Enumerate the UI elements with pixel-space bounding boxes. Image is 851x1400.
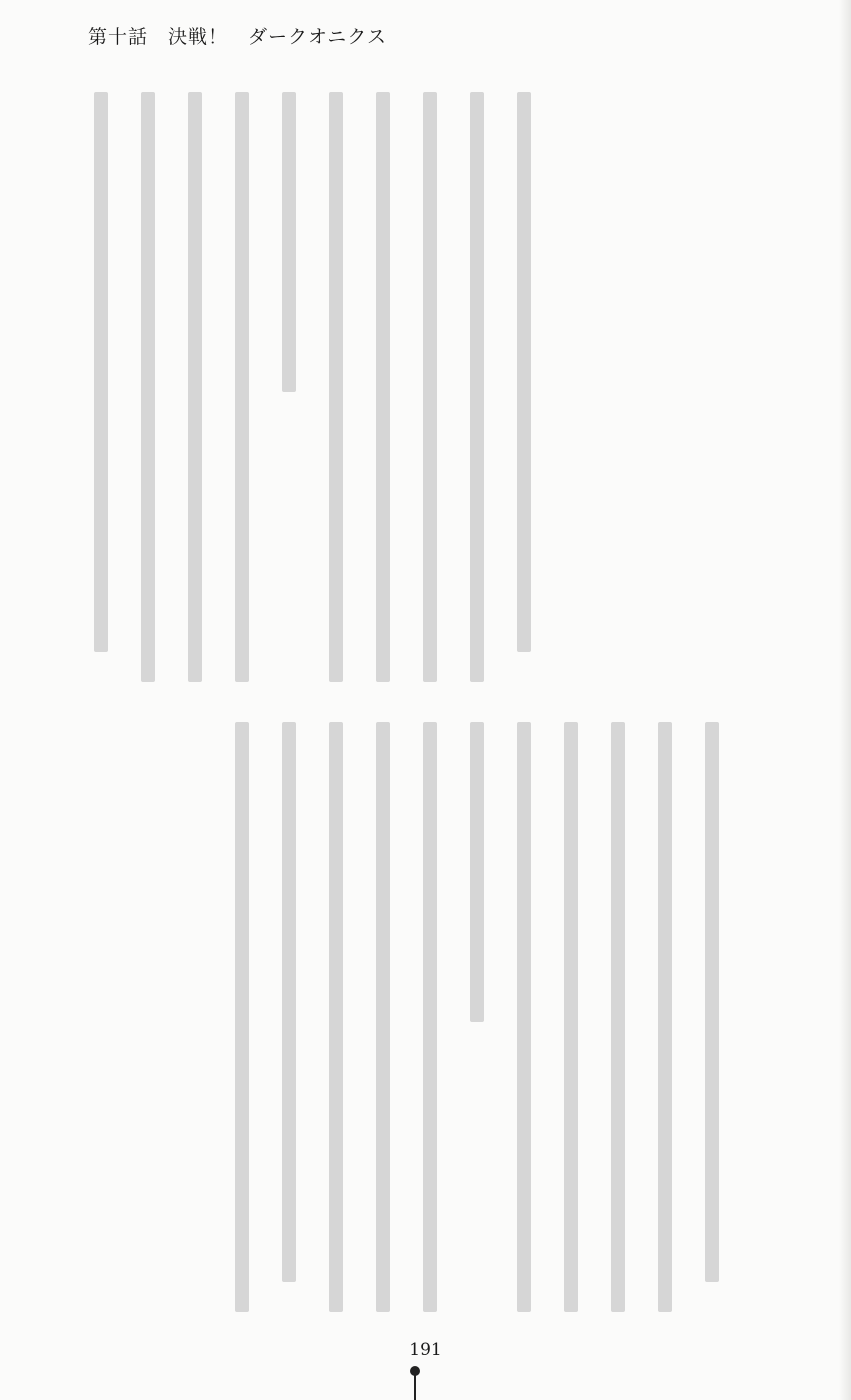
text-line-placeholder <box>376 92 390 682</box>
text-line-placeholder <box>611 722 625 1312</box>
text-column <box>501 722 548 1322</box>
text-column <box>78 92 125 692</box>
text-line-placeholder <box>282 722 296 1282</box>
text-column <box>360 722 407 1322</box>
text-column <box>266 722 313 1322</box>
text-column <box>642 722 689 1322</box>
text-column <box>125 92 172 692</box>
text-column <box>548 722 595 1322</box>
text-column <box>689 722 736 1322</box>
text-line-placeholder <box>376 722 390 1312</box>
page-edge <box>839 0 851 1400</box>
text-column <box>313 722 360 1322</box>
text-line-placeholder <box>329 92 343 682</box>
text-line-placeholder <box>564 722 578 1312</box>
text-line-placeholder <box>423 92 437 682</box>
page-marker-stem <box>414 1374 416 1400</box>
text-line-placeholder <box>705 722 719 1282</box>
text-column <box>219 92 266 692</box>
text-line-placeholder <box>141 92 155 682</box>
text-line-placeholder <box>94 92 108 652</box>
page-number: 191 <box>409 1340 442 1360</box>
text-column <box>266 92 313 692</box>
text-column <box>454 92 501 692</box>
text-line-placeholder <box>470 722 484 1022</box>
text-line-placeholder <box>517 92 531 652</box>
text-column <box>595 722 642 1322</box>
text-line-placeholder <box>658 722 672 1312</box>
text-line-placeholder <box>423 722 437 1312</box>
text-line-placeholder <box>282 92 296 392</box>
text-block-lower <box>70 722 736 1322</box>
text-column <box>172 92 219 692</box>
text-block-upper <box>78 92 548 692</box>
text-column <box>360 92 407 692</box>
text-column <box>454 722 501 1322</box>
text-column <box>501 92 548 692</box>
text-line-placeholder <box>235 722 249 1312</box>
text-line-placeholder <box>517 722 531 1312</box>
text-column <box>313 92 360 692</box>
running-header: 第十話 決戦！ ダークオニクス <box>88 26 388 48</box>
text-column <box>219 722 266 1322</box>
text-line-placeholder <box>470 92 484 682</box>
text-line-placeholder <box>188 92 202 682</box>
text-column <box>407 722 454 1322</box>
text-column <box>407 92 454 692</box>
text-line-placeholder <box>235 92 249 682</box>
text-line-placeholder <box>329 722 343 1312</box>
